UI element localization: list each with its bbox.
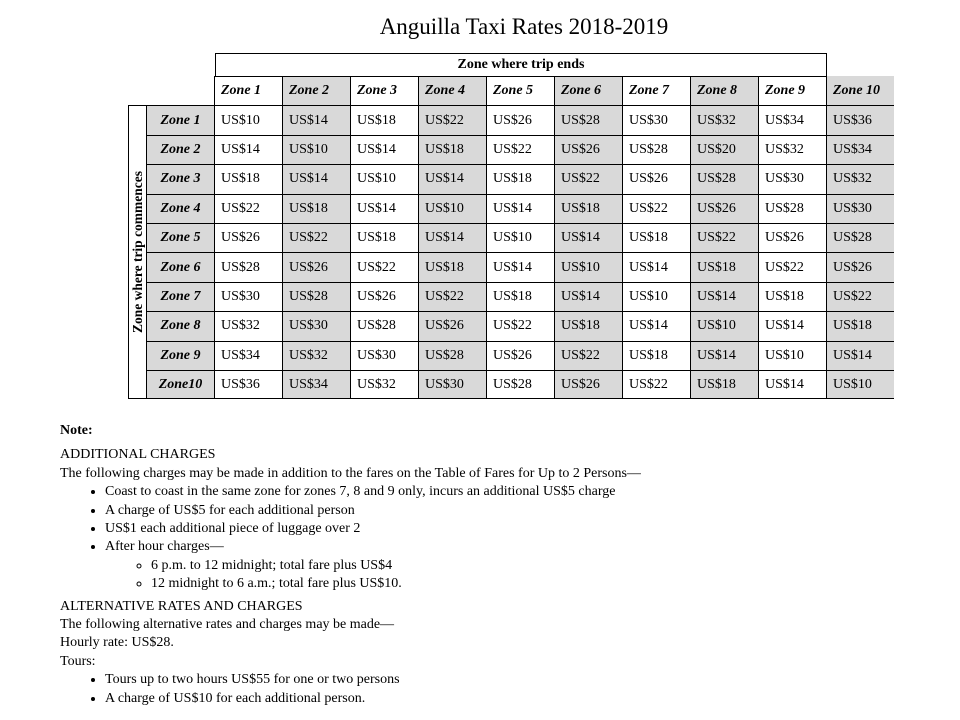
column-header: Zone 7 [622, 76, 690, 105]
fare-cell: US$10 [826, 370, 894, 399]
after-hours-list [105, 557, 940, 594]
fare-cell: US$28 [622, 135, 690, 164]
fare-cell: US$28 [214, 252, 282, 281]
fare-cell: US$26 [282, 252, 350, 281]
hourly-rate: Hourly rate: US$28. [60, 635, 174, 651]
row-header: Zone 7 [146, 282, 214, 311]
additional-charges-intro: The following charges may be made in addition to the fares on the Table of Fares for Up to 2 Persons— [60, 465, 641, 481]
fare-cell: US$14 [690, 341, 758, 370]
fare-cell: US$28 [350, 311, 418, 340]
fare-cell: US$22 [758, 252, 826, 281]
fare-cell: US$32 [282, 341, 350, 370]
fare-cell: US$14 [554, 282, 622, 311]
fare-cell: US$34 [282, 370, 350, 399]
fare-cell: US$22 [418, 105, 486, 134]
row-header: Zone 1 [146, 105, 214, 134]
fare-cell: US$14 [758, 370, 826, 399]
row-group-header-label: Zone where trip commences [129, 171, 145, 334]
fare-cell: US$18 [622, 223, 690, 252]
fare-cell: US$14 [214, 135, 282, 164]
fare-cell: US$22 [622, 370, 690, 399]
row-header: Zone 9 [146, 341, 214, 370]
fare-cell: US$18 [350, 105, 418, 134]
fare-cell: US$28 [826, 223, 894, 252]
fare-cell: US$14 [418, 223, 486, 252]
fare-cell: US$10 [350, 164, 418, 193]
row-header: Zone 2 [146, 135, 214, 164]
list-item: • Coast to coast in the same zone for zones 7, 8 and 9 only, incurs an additional US$5 charge [105, 483, 940, 501]
fare-cell: US$30 [758, 164, 826, 193]
fare-cell: US$30 [418, 370, 486, 399]
fare-cell: US$22 [690, 223, 758, 252]
fare-cell: US$22 [826, 282, 894, 311]
fare-cell: US$26 [690, 194, 758, 223]
fare-cell: US$32 [214, 311, 282, 340]
list-item: • US$1 each additional piece of luggage over 2 [105, 520, 940, 538]
fare-cell: US$14 [282, 105, 350, 134]
fare-cell: US$30 [622, 105, 690, 134]
list-item: • Tours up to two hours US$55 for one or two persons [105, 671, 940, 689]
note-label: Note: [60, 423, 93, 438]
column-header: Zone 9 [758, 76, 826, 105]
list-item: • A charge of US$10 for each additional person. [105, 690, 940, 708]
fare-cell: US$14 [690, 282, 758, 311]
row-header: Zone10 [146, 370, 214, 399]
tours-list [60, 671, 940, 708]
fare-cell: US$18 [826, 311, 894, 340]
fare-cell: US$18 [554, 311, 622, 340]
fare-cell: US$22 [282, 223, 350, 252]
additional-charges-list [60, 483, 940, 593]
fare-cell: US$14 [350, 194, 418, 223]
column-header: Zone 3 [350, 76, 418, 105]
fare-cell: US$18 [486, 164, 554, 193]
column-header: Zone 4 [418, 76, 486, 105]
fare-cell: US$26 [486, 105, 554, 134]
fare-cell: US$14 [350, 135, 418, 164]
fare-cell: US$18 [214, 164, 282, 193]
column-header: Zone 5 [486, 76, 554, 105]
fare-cell: US$26 [554, 370, 622, 399]
row-header: Zone 8 [146, 311, 214, 340]
fare-cell: US$30 [826, 194, 894, 223]
fare-cell: US$22 [418, 282, 486, 311]
fare-cell: US$34 [214, 341, 282, 370]
fare-cell: US$18 [690, 252, 758, 281]
fare-cell: US$10 [418, 194, 486, 223]
fare-cell: US$32 [690, 105, 758, 134]
fare-cell: US$26 [486, 341, 554, 370]
alternative-rates-intro: The following alternative rates and charges may be made— [60, 617, 395, 633]
fare-cell: US$18 [418, 135, 486, 164]
fare-cell: US$14 [486, 194, 554, 223]
tours-label: Tours: [60, 653, 96, 669]
fare-cell: US$14 [282, 164, 350, 193]
fare-cell: US$36 [826, 105, 894, 134]
column-header: Zone 2 [282, 76, 350, 105]
fare-cell: US$28 [282, 282, 350, 311]
fare-cell: US$32 [350, 370, 418, 399]
row-header: Zone 3 [146, 164, 214, 193]
after-hours-label: After hour charges— [105, 539, 224, 555]
fare-table [128, 76, 894, 399]
fare-cell: US$26 [554, 135, 622, 164]
fare-cell: US$10 [622, 282, 690, 311]
fare-cell: US$18 [622, 341, 690, 370]
column-header: Zone 6 [554, 76, 622, 105]
fare-cell: US$14 [622, 252, 690, 281]
fare-cell: US$22 [486, 311, 554, 340]
row-header: Zone 6 [146, 252, 214, 281]
fare-cell: US$36 [214, 370, 282, 399]
fare-cell: US$28 [758, 194, 826, 223]
fare-cell: US$26 [826, 252, 894, 281]
fare-cell: US$10 [758, 341, 826, 370]
fare-cell: US$26 [350, 282, 418, 311]
fare-cell: US$10 [486, 223, 554, 252]
fare-cell: US$14 [486, 252, 554, 281]
alternative-rates-heading: ALTERNATIVE RATES AND CHARGES [60, 598, 303, 614]
fare-cell: US$14 [418, 164, 486, 193]
column-header: Zone 10 [826, 76, 894, 105]
fare-cell: US$22 [486, 135, 554, 164]
fare-cell: US$30 [282, 311, 350, 340]
fare-cell: US$32 [826, 164, 894, 193]
row-header: Zone 4 [146, 194, 214, 223]
row-header: Zone 5 [146, 223, 214, 252]
fare-cell: US$34 [826, 135, 894, 164]
fare-cell: US$14 [758, 311, 826, 340]
column-group-header: Zone where trip ends [215, 53, 827, 76]
fare-cell: US$34 [758, 105, 826, 134]
row-group-header [128, 105, 146, 399]
fare-cell: US$32 [758, 135, 826, 164]
fare-cell: US$30 [214, 282, 282, 311]
fare-cell: US$10 [690, 311, 758, 340]
fare-cell: US$28 [554, 105, 622, 134]
fare-cell: US$22 [622, 194, 690, 223]
fare-cell: US$10 [282, 135, 350, 164]
fare-cell: US$28 [418, 341, 486, 370]
fare-cell: US$28 [690, 164, 758, 193]
page-title: Anguilla Taxi Rates 2018-2019 [379, 14, 669, 39]
fare-cell: US$14 [826, 341, 894, 370]
fare-cell: US$26 [214, 223, 282, 252]
fare-cell: US$14 [622, 311, 690, 340]
fare-cell: US$18 [486, 282, 554, 311]
fare-cell: US$28 [486, 370, 554, 399]
fare-cell: US$18 [758, 282, 826, 311]
notes-section [60, 422, 940, 708]
fare-cell: US$30 [350, 341, 418, 370]
fare-cell: US$10 [554, 252, 622, 281]
fare-cell: US$22 [350, 252, 418, 281]
column-header: Zone 8 [690, 76, 758, 105]
list-item [105, 538, 940, 593]
corner-blank [128, 76, 146, 105]
fare-cell: US$18 [418, 252, 486, 281]
list-item: ◦ 6 p.m. to 12 midnight; total fare plus US$4 [151, 557, 940, 575]
fare-cell: US$18 [690, 370, 758, 399]
fare-cell: US$18 [350, 223, 418, 252]
fare-cell: US$18 [282, 194, 350, 223]
fare-cell: US$26 [418, 311, 486, 340]
additional-charges-heading: ADDITIONAL CHARGES [60, 447, 216, 463]
fare-cell: US$22 [554, 164, 622, 193]
fare-cell: US$22 [214, 194, 282, 223]
column-header: Zone 1 [214, 76, 282, 105]
fare-cell: US$18 [554, 194, 622, 223]
list-item: ◦ 12 midnight to 6 a.m.; total fare plus US$10. [151, 575, 940, 593]
fare-cell: US$26 [622, 164, 690, 193]
list-item: • A charge of US$5 for each additional person [105, 502, 940, 520]
fare-cell: US$20 [690, 135, 758, 164]
fare-cell: US$10 [214, 105, 282, 134]
fare-cell: US$22 [554, 341, 622, 370]
fare-cell: US$26 [758, 223, 826, 252]
corner-blank [146, 76, 214, 105]
fare-cell: US$14 [554, 223, 622, 252]
